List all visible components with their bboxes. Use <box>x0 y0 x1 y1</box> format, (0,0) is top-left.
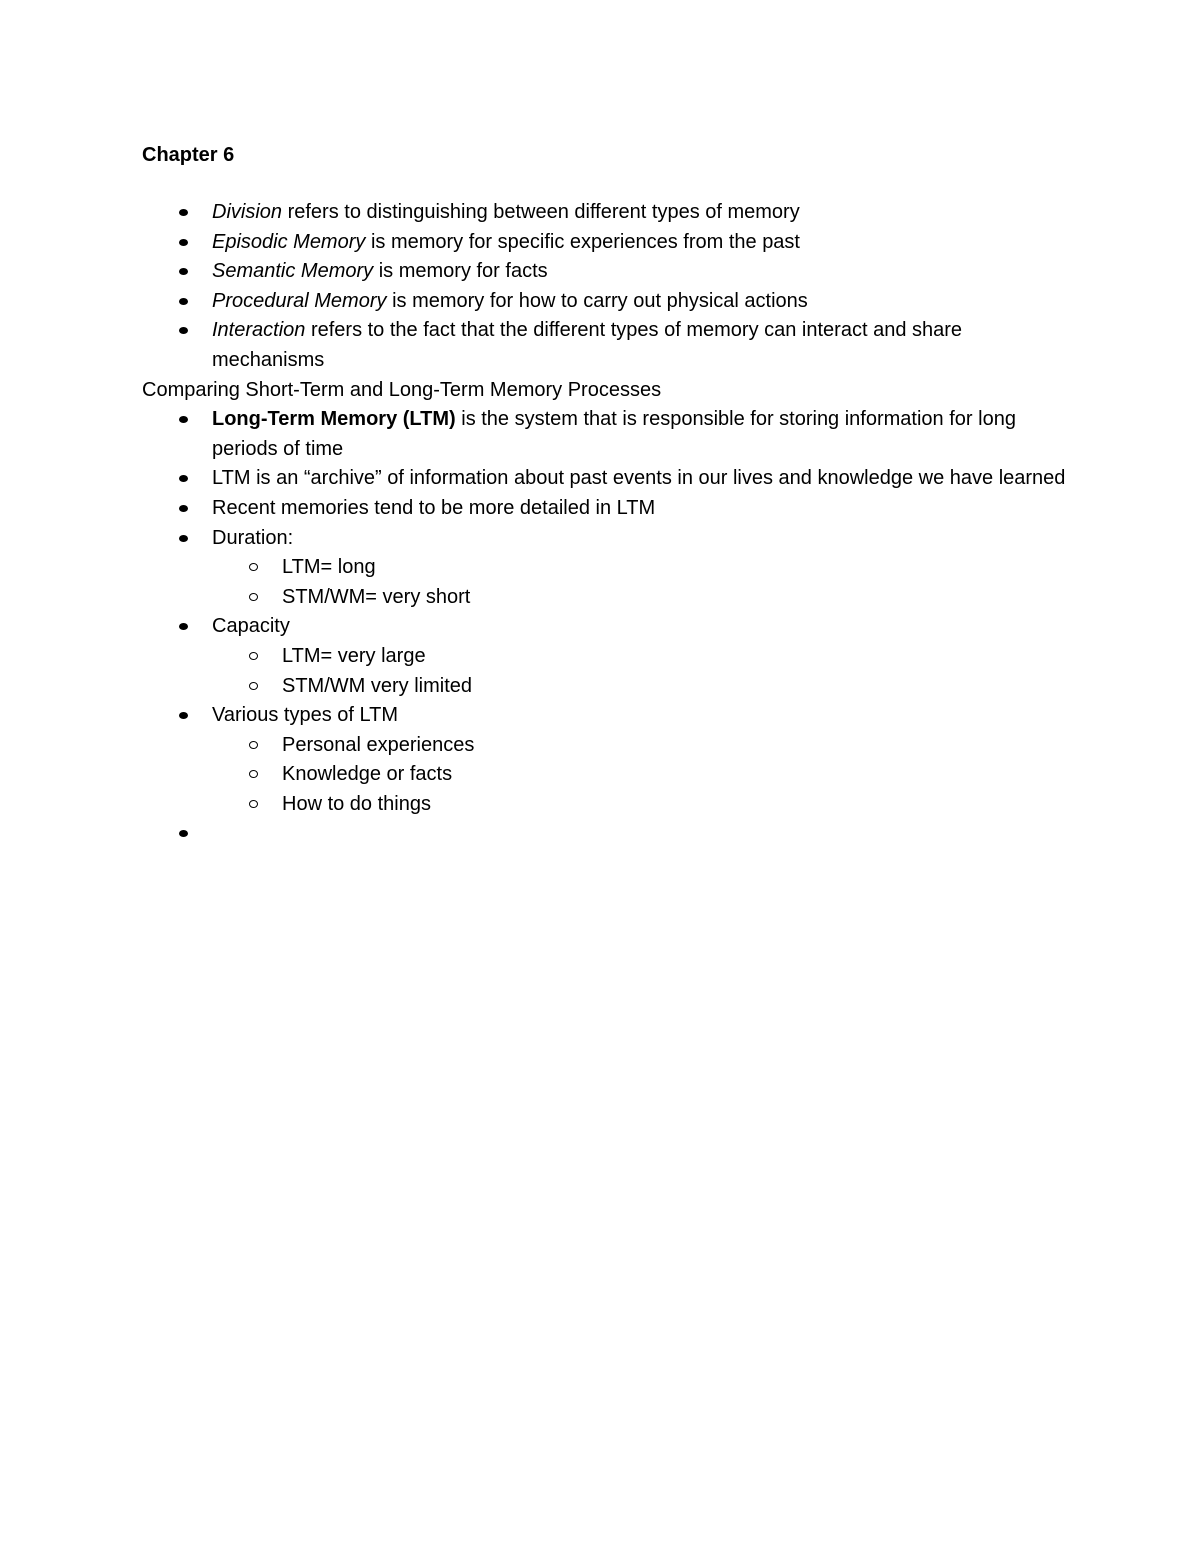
section-heading: Comparing Short-Term and Long-Term Memory Processes <box>142 378 662 401</box>
bullet-icon <box>179 239 188 246</box>
bullet-icon <box>179 535 188 542</box>
ltm-list <box>0 405 1200 849</box>
bullet-icon <box>179 298 188 305</box>
list-item-text: Capacity <box>212 615 290 638</box>
list-item <box>0 228 1072 258</box>
bullet-icon <box>179 712 188 719</box>
term: Long-Term Memory (LTM) <box>212 408 456 431</box>
list-item <box>0 524 1072 554</box>
term: Division <box>212 201 283 223</box>
sub-list-item <box>0 642 1072 672</box>
sub-list-item <box>0 790 1072 820</box>
sub-list-item <box>0 553 1072 583</box>
list-item-text: Recent memories tend to be more detailed in LTM <box>212 496 656 519</box>
list-item <box>0 701 1072 731</box>
list-item <box>0 257 1072 287</box>
bullet-icon <box>179 830 188 837</box>
definition: is memory for how to carry out physical actions <box>386 289 808 312</box>
sub-list-item-text: Personal experiences <box>282 733 475 756</box>
term: Interaction <box>212 319 306 342</box>
bullet-icon <box>179 623 188 630</box>
hollow-bullet-icon <box>249 741 258 749</box>
list-item-text: LTM is an “archive” of information about past events in our lives and knowledge we have learned <box>212 467 1066 490</box>
hollow-bullet-icon <box>249 652 258 660</box>
term: Episodic Memory <box>212 230 366 253</box>
definition: is memory for facts <box>373 260 548 283</box>
chapter-title: Chapter 6 <box>142 144 235 166</box>
list-item <box>0 198 1072 228</box>
definition: is the system that is responsible for storing information for long periods of time <box>212 408 1016 460</box>
sub-list-item-text: LTM= long <box>282 556 376 579</box>
term: Procedural Memory <box>212 289 387 312</box>
term: Semantic Memory <box>212 260 374 283</box>
notes-content <box>0 198 1200 849</box>
bullet-icon <box>179 209 188 216</box>
hollow-bullet-icon <box>249 563 258 571</box>
definition: refers to the fact that the different types of memory can interact and share mechanisms <box>212 319 963 371</box>
list-item-text: Various types of LTM <box>212 704 398 727</box>
list-item <box>0 494 1072 524</box>
list-item <box>0 405 1072 464</box>
sub-list-item <box>0 583 1072 613</box>
sub-list-item-text: LTM= very large <box>282 644 426 667</box>
bullet-icon <box>179 505 188 512</box>
sub-list-item-text: STM/WM= very short <box>282 585 471 608</box>
definition: refers to distinguishing between different types of memory <box>282 201 800 223</box>
list-item-text: Duration: <box>212 526 294 549</box>
list-item <box>0 464 1072 494</box>
sub-list-item <box>0 731 1072 761</box>
empty-list-item <box>0 819 1072 849</box>
hollow-bullet-icon <box>249 800 258 808</box>
bullet-icon <box>179 268 188 275</box>
hollow-bullet-icon <box>249 770 258 778</box>
bullet-icon <box>179 327 188 334</box>
hollow-bullet-icon <box>249 682 258 690</box>
memory-division-list <box>0 198 1200 376</box>
list-item <box>0 316 1072 375</box>
hollow-bullet-icon <box>249 593 258 601</box>
sub-list-item <box>0 760 1072 790</box>
bullet-icon <box>179 416 188 423</box>
sub-list-item <box>0 672 1072 702</box>
list-item <box>0 612 1072 642</box>
sub-list-item-text: Knowledge or facts <box>282 763 453 786</box>
bullet-icon <box>179 475 188 482</box>
sub-list-item-text: How to do things <box>282 792 431 815</box>
list-item <box>0 287 1072 317</box>
sub-list-item-text: STM/WM very limited <box>282 674 472 697</box>
definition: is memory for specific experiences from the past <box>365 230 800 253</box>
